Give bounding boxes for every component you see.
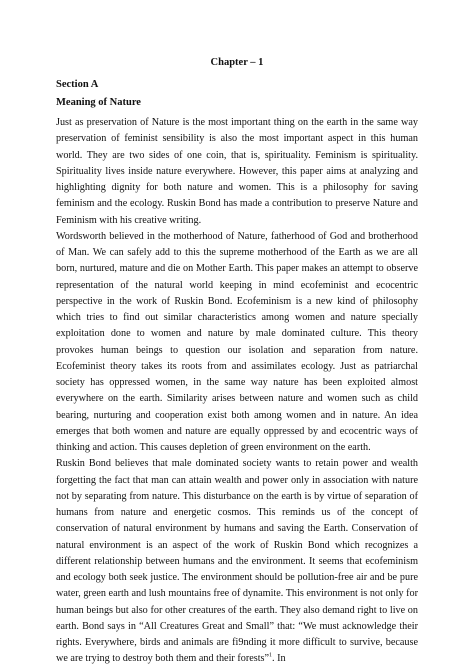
paragraph [56, 456, 418, 667]
paragraph-text: Ruskin Bond believes that male dominated society wants to retain power and wealth forgetting the fact that man can attain wealth and power only in association with nature not by separating from nature. This disturbance on the earth is by virtue of separation of humans from nature and energetic cosmos. This reminds us of the concept of conservation of natural environment by humans and saving the Earth. Conservation of natural environment is an aspect of the work of Ruskin Bond which recognizes a different relationship between humans and the environment. It seems that ecofeminism and ecology both seek justice. The environment should be pollution-free air and be pure water, green earth and lush mountains free of dynamite. This environment is not only for human beings but also for other creatures of the earth. They also demand right to live on earth. Bond says in “All Creatures Great and Small” that: “We must acknowledge their rights. Everywhere, birds and animals are fi9nding it more difficult to survive, because we are trying to destroy both them and their forests” [56, 458, 418, 665]
chapter-title: Chapter – 1 [210, 57, 264, 68]
paragraph: Wordsworth believed in the motherhood of Nature, fatherhood of God and brotherhood of Man. We can safely add to this the supreme motherhood of the Earth as we are all born, nurtured, mature and die on Mother Earth. This paper makes an attempt to observe representation of the natural world keeping in mind ecofeminist and ecocentric perspective in the work of Ruskin Bond. Ecofeminism is a new kind of philosophy which tries to find out similar characteristics among women and nature specially exploitation done to women and nature by male dominated culture. This theory provokes human beings to question our isolation and separation from nature. Ecofeminist theory takes its roots from and assimilates ecology. Just as patriarchal society has oppressed women, in the same way nature has been exploited almost everywhere on the earth. Similarity arises between nature and women such as child bearing, nurturing and cooperation exist both among women and in nature. An idea emerges that both women and nature are equally oppressed by and ecocentric ways of thinking and action. This causes depletion of green environment on the earth. [56, 230, 418, 453]
section-label: Section A [56, 79, 99, 90]
footnote-marker: 1 [269, 652, 273, 659]
section-heading: Meaning of Nature [56, 97, 141, 108]
paragraph: Just as preservation of Nature is the most important thing on the earth in the same way preservation of feminist sensibility is also the most important aspect in this human world. They are two sides of one coin, that is, spirituality. Feminism is spirituality. Spirituality lives inside nature everywhere. However, this paper aims at analyzing and highlighting dignity for both nature and women. This is a philosophy for saving feminism and the ecology. Ruskin Bond has made a contribution to preserve Nature and Feminism with his creative writing. [56, 117, 418, 226]
paragraph-tail: . In [272, 653, 286, 665]
body-text [56, 115, 418, 668]
